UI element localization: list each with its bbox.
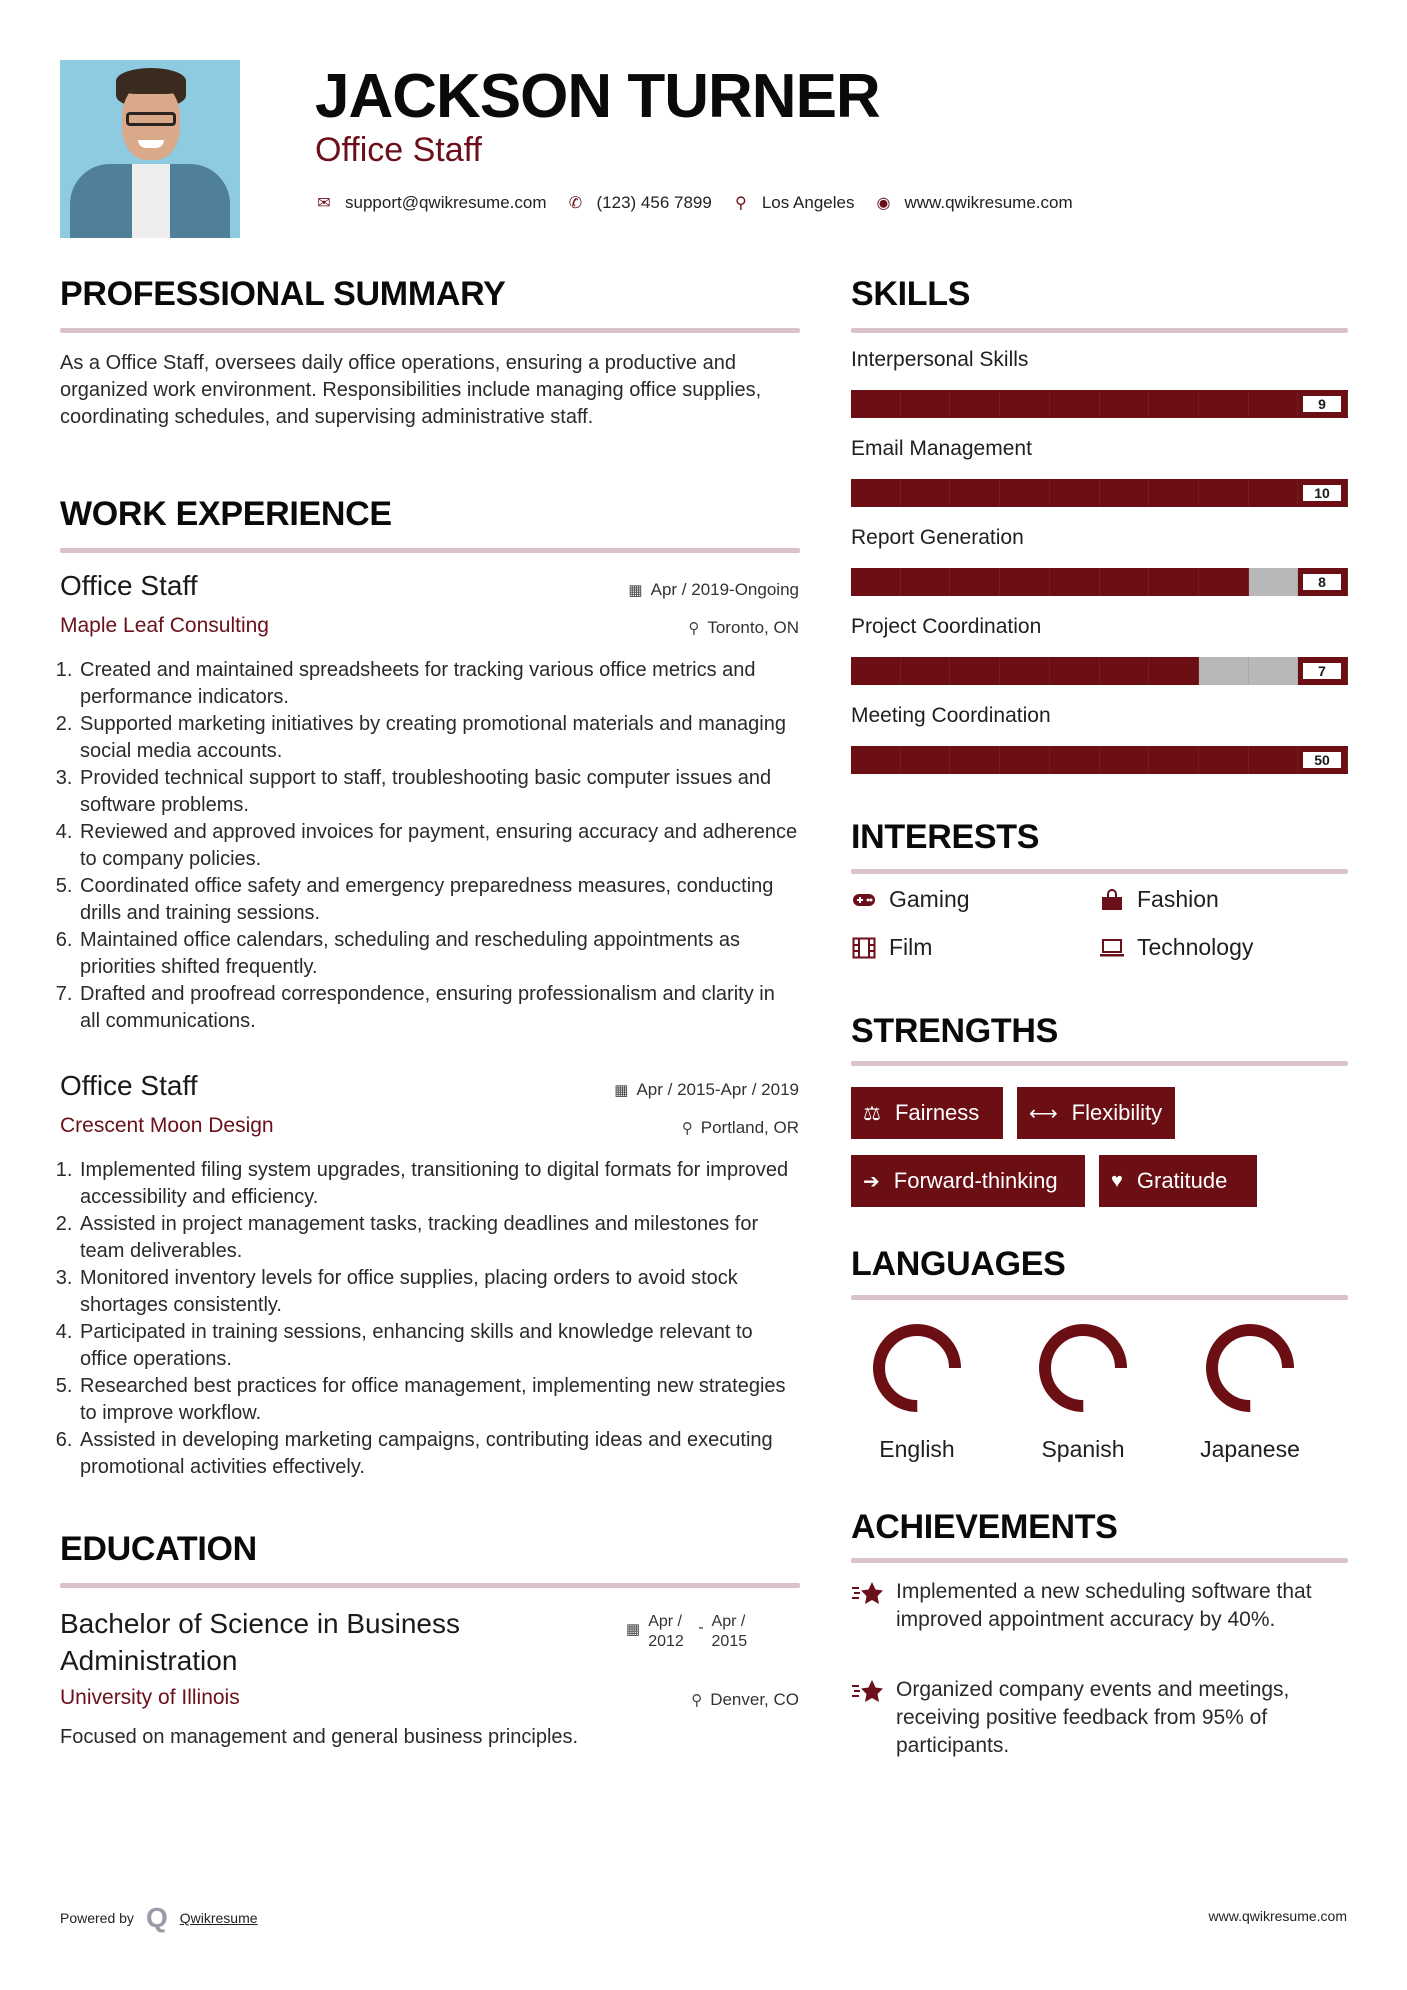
language-item [1190, 1320, 1310, 1463]
interest-label: Technology [1137, 934, 1254, 960]
list-item: 5. Researched best practices for office management, implementing new strategies to improve workflow. [78, 1373, 800, 1427]
skill-score: 7 [1301, 661, 1343, 681]
job-2-location-text: Portland, OR [700, 1118, 799, 1137]
strength-forward-thinking [851, 1155, 1085, 1207]
job-1-location [688, 618, 799, 638]
list-item: 6. Maintained office calendars, scheduling and rescheduling appointments as priorities shifted frequently. [78, 927, 800, 981]
skill-bar [851, 657, 1348, 685]
calendar-icon: ▦ [614, 1082, 629, 1099]
section-divider [851, 328, 1348, 333]
calendar-icon: ▦ [628, 582, 643, 599]
strength-gratitude [1099, 1155, 1257, 1207]
list-item: 2. Supported marketing initiatives by creating promotional materials and managing social media accounts. [78, 711, 800, 765]
interests-heading: INTERESTS [851, 818, 1040, 856]
contact-phone[interactable]: (123) 456 7899 [596, 193, 712, 212]
achievement-text: Organized company events and meetings, receiving positive feedback from 95% of participants. [896, 1678, 1290, 1757]
strength-fairness [851, 1087, 1003, 1139]
education-degree: Bachelor of Science in Business Administration [60, 1608, 460, 1676]
map-marker-icon: ⚲ [734, 195, 747, 212]
arrow-right-icon: ➔ [863, 1170, 880, 1193]
profile-photo [60, 60, 240, 238]
footer-website[interactable]: www.qwikresume.com [1208, 1908, 1347, 1924]
contact-website[interactable]: www.qwikresume.com [904, 193, 1073, 212]
phone-icon: ✆ [568, 195, 583, 212]
qwikresume-link[interactable]: Qwikresume [179, 1910, 258, 1926]
job-title: Office Staff [315, 131, 482, 169]
list-item: 7. Drafted and proofread correspondence, ensuring professionalism and clarity in all communications. [78, 981, 800, 1035]
powered-by-label: Powered by [60, 1910, 134, 1926]
globe-icon: ◉ [876, 195, 891, 212]
education-heading: EDUCATION [60, 1530, 257, 1568]
skill-label: Meeting Coordination [851, 704, 1051, 727]
list-item: 1. Implemented filing system upgrades, transitioning to digital formats for improved accessibility and efficiency. [78, 1157, 800, 1211]
contact-bar [315, 193, 1093, 213]
contact-email[interactable]: support@qwikresume.com [345, 193, 547, 212]
interest-fashion [1099, 886, 1219, 913]
envelope-icon: ✉ [317, 195, 331, 212]
section-divider [851, 869, 1348, 874]
languages-heading: LANGUAGES [851, 1245, 1066, 1283]
job-2-title: Office Staff [60, 1070, 198, 1101]
skill-label: Report Generation [851, 526, 1024, 549]
skill-bar [851, 746, 1348, 774]
achievement-item [851, 1578, 1351, 1634]
section-divider [60, 1583, 800, 1588]
pushpin-icon: ⚲ [688, 620, 700, 637]
achievements-heading: ACHIEVEMENTS [851, 1508, 1118, 1546]
laptop-icon [1099, 938, 1125, 958]
footer-powered-by [60, 1902, 258, 1934]
interest-label: Fashion [1137, 886, 1219, 912]
language-item [1023, 1320, 1143, 1463]
list-item: 5. Coordinated office safety and emergency preparedness measures, conducting drills and training sessions. [78, 873, 800, 927]
achievement-item [851, 1676, 1351, 1760]
language-label: Spanish [1041, 1436, 1125, 1462]
heart-icon: ♥ [1111, 1169, 1123, 1192]
section-divider [60, 548, 800, 553]
strength-flexibility [1017, 1087, 1175, 1139]
shooting-star-icon [851, 1578, 896, 1634]
skill-score: 8 [1301, 572, 1343, 592]
summary-heading: PROFESSIONAL SUMMARY [60, 275, 506, 313]
section-divider [60, 328, 800, 333]
skill-bar [851, 479, 1348, 507]
interest-film [851, 934, 932, 961]
pushpin-icon: ⚲ [681, 1120, 693, 1137]
education-location [691, 1690, 799, 1710]
job-2-bullets [60, 1157, 800, 1481]
language-item [857, 1320, 977, 1463]
job-2-company: Crescent Moon Design [60, 1114, 274, 1137]
interest-label: Gaming [889, 886, 970, 912]
pushpin-icon: ⚲ [691, 1692, 703, 1709]
experience-heading: WORK EXPERIENCE [60, 495, 392, 533]
summary-text: As a Office Staff, oversees daily office operations, ensuring a productive and organized work environment. Responsibilities include managing office supplies, coordinating schedules, and supervising administrative staff. [60, 352, 762, 428]
list-item: 3. Monitored inventory levels for office supplies, placing orders to avoid stock shortages consistently. [78, 1265, 800, 1319]
gamepad-icon [851, 892, 877, 908]
contact-location: Los Angeles [761, 193, 855, 212]
skill-label: Interpersonal Skills [851, 348, 1029, 371]
shooting-star-icon [851, 1676, 896, 1760]
skill-label: Email Management [851, 437, 1032, 460]
achievement-text: Implemented a new scheduling software that improved appointment accuracy by 40%. [896, 1580, 1312, 1631]
education-school: University of Illinois [60, 1686, 240, 1709]
arrows-horizontal-icon: ⟷ [1029, 1102, 1058, 1125]
strength-label: Fairness [894, 1100, 980, 1125]
job-1-company: Maple Leaf Consulting [60, 614, 269, 637]
skill-bar [851, 568, 1348, 596]
film-icon [851, 937, 877, 959]
skill-bar [851, 390, 1348, 418]
skill-score: 10 [1301, 483, 1343, 503]
job-1-dates [628, 580, 799, 600]
balance-scale-icon: ⚖ [863, 1102, 881, 1125]
job-1-bullets [60, 657, 800, 1035]
list-item: 6. Assisted in developing marketing campaigns, contributing ideas and executing promotional activities effectively. [78, 1427, 800, 1481]
education-end: Apr / 2015 [711, 1613, 748, 1650]
interest-label: Film [889, 934, 933, 960]
date-separator: - [698, 1619, 704, 1636]
list-item: 2. Assisted in project management tasks, tracking deadlines and milestones for team deliverables. [78, 1211, 800, 1265]
education-location-text: Denver, CO [710, 1690, 799, 1709]
list-item: 3. Provided technical support to staff, troubleshooting basic computer issues and software problems. [78, 765, 800, 819]
education-dates [626, 1612, 754, 1652]
job-1-title: Office Staff [60, 570, 198, 601]
section-divider [851, 1061, 1348, 1066]
job-2-dates [614, 1080, 799, 1100]
candidate-name: JACKSON TURNER [315, 62, 880, 131]
language-progress-ring [1035, 1320, 1131, 1416]
section-divider [851, 1295, 1348, 1300]
language-label: Japanese [1200, 1436, 1300, 1462]
strength-label: Gratitude [1136, 1168, 1228, 1193]
skill-score: 50 [1301, 750, 1343, 770]
strength-label: Forward-thinking [893, 1168, 1058, 1193]
job-1-dates-text: Apr / 2019-Ongoing [650, 580, 799, 599]
skill-score: 9 [1301, 394, 1343, 414]
job-2-location [682, 1118, 799, 1138]
skill-label: Project Coordination [851, 615, 1042, 638]
job-2-dates-text: Apr / 2015-Apr / 2019 [636, 1080, 799, 1099]
skills-heading: SKILLS [851, 275, 971, 313]
list-item: 1. Created and maintained spreadsheets for tracking various office metrics and performance indicators. [78, 657, 800, 711]
education-start: Apr / 2012 [648, 1613, 684, 1650]
language-progress-ring [1202, 1320, 1298, 1416]
strengths-heading: STRENGTHS [851, 1012, 1058, 1050]
language-progress-ring [869, 1320, 965, 1416]
interest-technology [1099, 934, 1253, 961]
job-1-location-text: Toronto, ON [707, 618, 799, 637]
list-item: 4. Reviewed and approved invoices for payment, ensuring accuracy and adherence to company policies. [78, 819, 800, 873]
list-item: 4. Participated in training sessions, enhancing skills and knowledge relevant to office operations. [78, 1319, 800, 1373]
language-label: English [879, 1436, 955, 1462]
section-divider [851, 1558, 1348, 1563]
education-description: Focused on management and general business principles. [60, 1726, 579, 1748]
qwikresume-logo-icon: Q [145, 1902, 168, 1933]
interest-gaming [851, 886, 970, 913]
calendar-icon: ▦ [626, 1621, 641, 1638]
strength-label: Flexibility [1071, 1100, 1163, 1125]
shopping-bag-icon [1099, 889, 1125, 911]
